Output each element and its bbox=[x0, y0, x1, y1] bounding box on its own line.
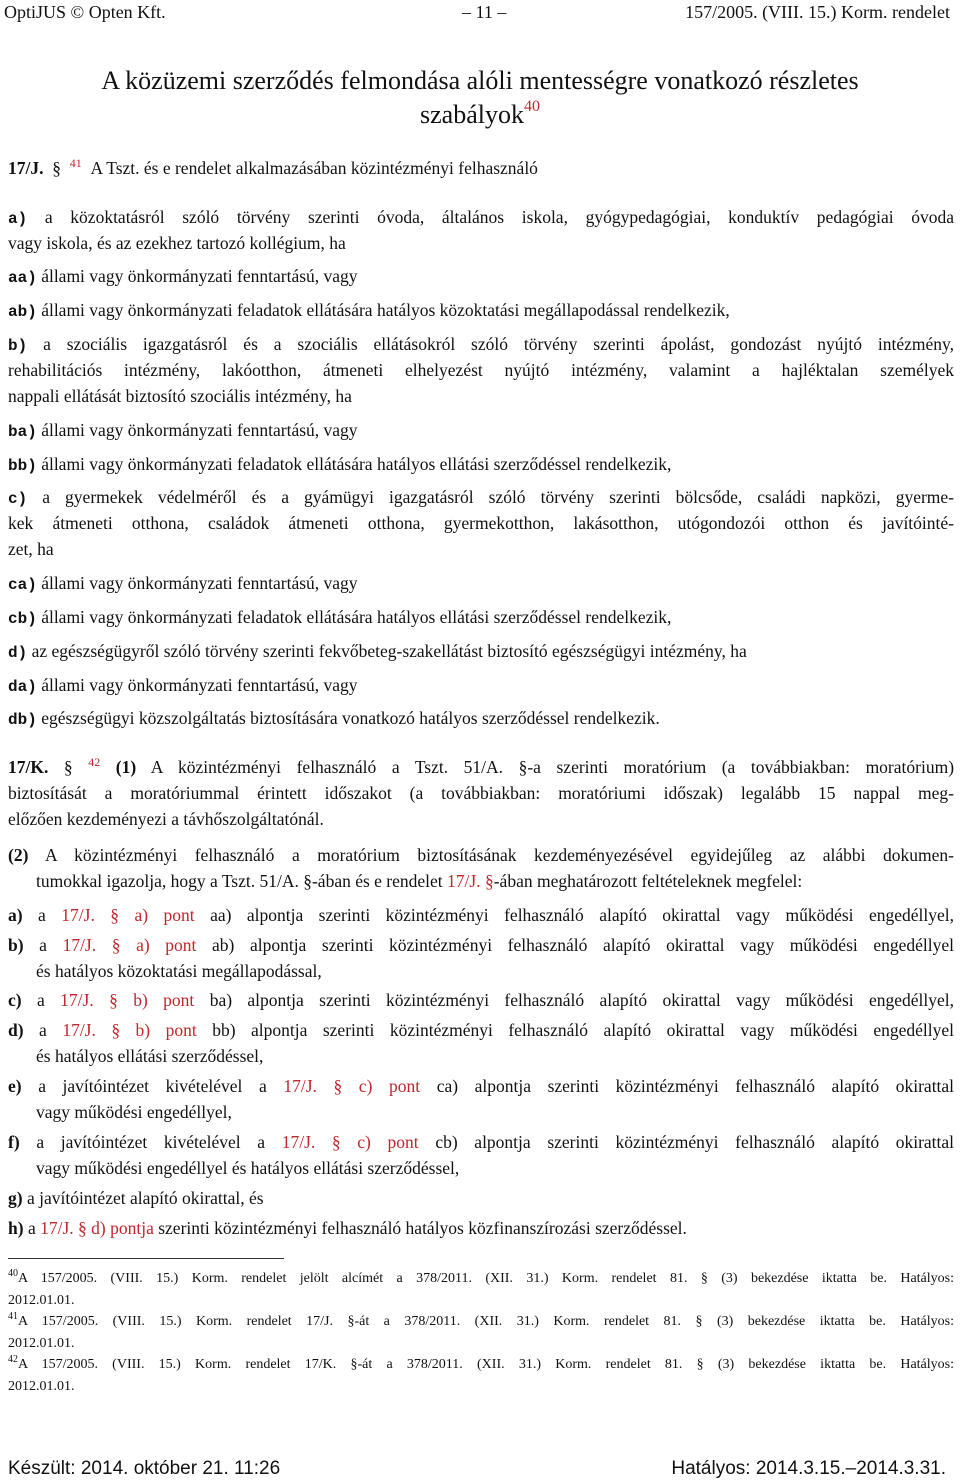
doc-item-g: g) a javítóintézet alapító okirattal, és bbox=[8, 1188, 264, 1208]
item-d: d) az egészségügyről szóló törvény szerinti fekvőbeteg-szakellátást biztosító egészségügyi intézmény, ha bbox=[8, 641, 747, 662]
item-a-cont: vagy iskola, és az ezekhez tartozó kollégium, ha bbox=[8, 233, 346, 253]
footnote-40: $^{40}$A 157/2005. (VIII. 15.) Korm. rendelet jelölt alcímét a 378/2011. (XII. 31.) Korm. rendelet 81. § (3) bekezdése iktatta be. Hatályos: bbox=[8, 1268, 954, 1286]
footnote-41: $^{41}$A 157/2005. (VIII. 15.) Korm. rendelet 17/J. §-át a 378/2011. (XII. 31.) Korm. rendelet 81. § (3) bekezdése iktatta be. Hatályos: bbox=[8, 1311, 954, 1329]
header-page-number: – 11 – bbox=[462, 2, 507, 22]
footer-created: Készült: 2014. október 21. 11:26 bbox=[8, 1458, 281, 1479]
paragraph-17k-2-cont: tumokkal igazolja, hogy a Tszt. 51/A. §-ában és e rendelet 17/J. §-ában meghatározott feltételeknek megfelel: bbox=[36, 871, 803, 891]
link-17j-c[interactable]: 17/J. § c) pont bbox=[283, 1076, 421, 1096]
footnote-42-date: 2012.01.01. bbox=[8, 1379, 75, 1394]
doc-item-e: e) a javítóintézet kivételével a 17/J. § c) pont ca) alpontja szerinti közintézményi felhasználó alapító okirattal bbox=[8, 1076, 955, 1096]
paragraph-17k-1-cont-2: előzően kezdeményezi a távhőszolgáltatónál. bbox=[8, 809, 324, 829]
header-publisher: OptiJUS © Opten Kft. bbox=[4, 2, 166, 22]
item-b: b) a szociális igazgatásról és a szociális ellátásokról szóló törvény szerinti ápolást, gondozást nyújtó intézmény, bbox=[8, 334, 954, 355]
footnote-divider bbox=[8, 1258, 284, 1259]
footnote-ref-40[interactable]: 40 bbox=[523, 98, 540, 115]
item-cb: cb) állami vagy önkormányzati feladatok ellátására hatályos ellátási szerződéssel rendelkezik, bbox=[8, 607, 672, 628]
link-17j-b[interactable]: 17/J. § b) pont bbox=[62, 1020, 197, 1040]
item-bb: bb) állami vagy önkormányzati feladatok ellátására hatályos ellátási szerződéssel rendelkezik, bbox=[8, 454, 672, 475]
footnote-40-date: 2012.01.01. bbox=[8, 1293, 75, 1308]
item-ba: ba) állami vagy önkormányzati fenntartású, vagy bbox=[8, 420, 358, 441]
header-regulation: 157/2005. (VIII. 15.) Korm. rendelet bbox=[685, 2, 950, 22]
link-17j-b[interactable]: 17/J. § b) pont bbox=[60, 990, 195, 1010]
page-header bbox=[4, 2, 956, 26]
link-17j-c[interactable]: 17/J. § c) pont bbox=[281, 1132, 419, 1152]
doc-item-a: a) a 17/J. § a) pont aa) alpontja szerinti közintézményi felhasználó alapító okirattal vagy működési engedéllyel, bbox=[8, 905, 955, 925]
footnote-41-date: 2012.01.01. bbox=[8, 1336, 75, 1351]
doc-item-h: h) a 17/J. § d) pontja szerinti közintézményi felhasználó hatályos közfinanszírozási szerződéssel. bbox=[8, 1218, 687, 1238]
paragraph-17k-1-cont-1: biztosítását a moratóriummal érintett időszakot (a továbbiakban: moratóriumi időszak) legalább 15 nappal meg- bbox=[8, 783, 954, 803]
item-c: c) a gyermekek védelméről és a gyámügyi igazgatásról szóló törvény szerinti bölcsőde, családi napközi, gyerme- bbox=[8, 487, 954, 508]
footnote-42: $^{42}$A 157/2005. (VIII. 15.) Korm. rendelet 17/K. §-át a 378/2011. (XII. 31.) Korm. rendelet 81. § (3) bekezdése iktatta be. Hatályos: bbox=[8, 1354, 954, 1372]
doc-item-d: d) a 17/J. § b) pont bb) alpontja szerinti közintézményi felhasználó alapító okirattal vagy működési engedéllyel bbox=[8, 1020, 955, 1040]
footnote-ref-41[interactable]: 41 bbox=[69, 156, 82, 170]
title-line-2: szabályok$^{40}$ bbox=[420, 98, 540, 129]
paragraph-17k-2: (2) A közintézményi felhasználó a moratórium biztosításának kezdeményezésével egyidejűleg az alábbi dokumen- bbox=[8, 845, 954, 865]
page-footer bbox=[8, 1458, 946, 1482]
item-aa: aa) állami vagy önkormányzati fenntartású, vagy bbox=[8, 266, 358, 287]
item-c-cont-1: kek átmeneti otthona, családok átmeneti otthona, gyermekotthon, lakásotthon, utógondozói otthon és javítóinté- bbox=[8, 513, 954, 533]
footer-effective: Hatályos: 2014.3.15.–2014.3.31. bbox=[671, 1458, 946, 1479]
item-db: db) egészségügyi közszolgáltatás biztosítására vonatkozó hatályos szerződéssel rendelkezik. bbox=[8, 708, 660, 729]
footnote-ref-42[interactable]: 42 bbox=[88, 755, 101, 769]
doc-item-f-cont: vagy működési engedéllyel és hatályos ellátási szerződéssel, bbox=[36, 1158, 460, 1178]
paragraph-17k-1: 17/K. § $^{42}$ (1) A közintézményi felhasználó a Tszt. 51/A. §-a szerinti moratórium (a továbbiakban: moratórium) bbox=[8, 755, 955, 777]
item-ab: ab) állami vagy önkormányzati feladatok ellátására hatályos közoktatási megállapodással rendelkezik, bbox=[8, 300, 730, 321]
link-17j[interactable]: 17/J. § bbox=[447, 871, 494, 891]
link-17j-a[interactable]: 17/J. § a) pont bbox=[61, 905, 195, 925]
doc-item-b-cont: és hatályos közoktatási megállapodással, bbox=[36, 961, 322, 981]
item-b-cont-2: nappali ellátását biztosító szociális intézmény, ha bbox=[8, 386, 352, 406]
title-line-1: A közüzemi szerződés felmondása alóli mentességre vonatkozó részletes bbox=[101, 66, 859, 95]
item-b-cont-1: rehabilitációs intézmény, lakóotthon, átmeneti elhelyezést nyújtó intézmény, valamint a hajléktalan személyek bbox=[8, 360, 954, 380]
doc-item-f: f) a javítóintézet kivételével a 17/J. § c) pont cb) alpontja szerinti közintézményi felhasználó alapító okirattal bbox=[8, 1132, 955, 1152]
item-c-cont-2: zet, ha bbox=[8, 539, 54, 559]
doc-item-b: b) a 17/J. § a) pont ab) alpontja szerinti közintézményi felhasználó alapító okirattal vagy működési engedéllyel bbox=[8, 935, 955, 955]
item-ca: ca) állami vagy önkormányzati fenntartású, vagy bbox=[8, 573, 358, 594]
doc-item-c: c) a 17/J. § b) pont ba) alpontja szerinti közintézményi felhasználó alapító okirattal vagy működési engedéllyel, bbox=[8, 990, 955, 1010]
doc-item-d-cont: és hatályos ellátási szerződéssel, bbox=[36, 1046, 264, 1066]
item-da: da) állami vagy önkormányzati fenntartású, vagy bbox=[8, 675, 358, 696]
doc-item-e-cont: vagy működési engedéllyel, bbox=[36, 1102, 232, 1122]
paragraph-17j-heading: 17/J. § $^{41}$ A Tszt. és e rendelet alkalmazásában közintézményi felhasználó bbox=[8, 156, 538, 178]
section-title bbox=[0, 64, 960, 132]
item-a: a) a közoktatásról szóló törvény szerinti óvoda, általános iskola, gyógypedagógiai, konduktív pedagógiai óvoda bbox=[8, 207, 955, 228]
link-17j-d[interactable]: 17/J. § d) pontja bbox=[40, 1218, 154, 1238]
link-17j-a[interactable]: 17/J. § a) pont bbox=[62, 935, 197, 955]
